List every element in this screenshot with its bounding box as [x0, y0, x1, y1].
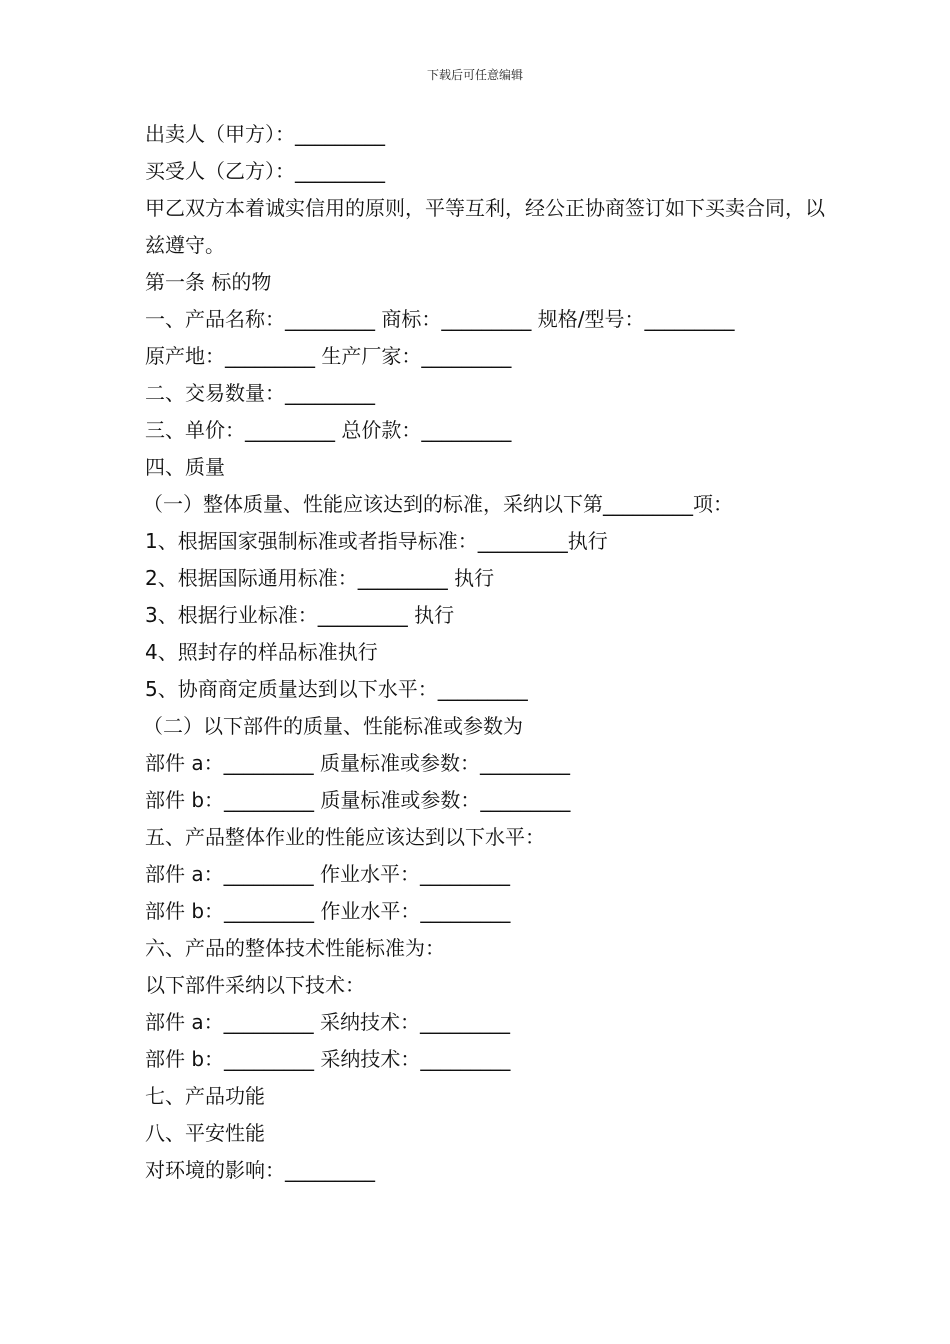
part-a-quality-line: 部件 a：_________ 质量标准或参数：_________ — [145, 751, 570, 775]
page-header-note: 下载后可任意编辑 — [426, 68, 523, 82]
preamble-paragraph: 甲乙双方本着诚实信用的原则，平等互利，经公正协商签订如下买卖合同，以兹遵守。 — [145, 196, 825, 257]
quality-heading: 四、质量 — [145, 455, 225, 479]
part-a-performance-line: 部件 a：_________ 作业水平：_________ — [145, 862, 510, 886]
product-name-line: 一、产品名称：_________ 商标：_________ 规格/型号：_________ — [145, 307, 735, 331]
technical-heading: 六、产品的整体技术性能标准为： — [145, 936, 445, 960]
environment-line: 对环境的影响：_________ — [145, 1158, 375, 1182]
part-a-technology-line: 部件 a：_________ 采纳技术：_________ — [145, 1010, 510, 1034]
technical-intro-line: 以下部件采纳以下技术： — [145, 973, 365, 997]
origin-line: 原产地：_________ 生产厂家：_________ — [145, 344, 512, 368]
seller-line: 出卖人（甲方）：_________ — [145, 122, 385, 146]
contract-body — [145, 116, 825, 1189]
parts-quality-clause: （二）以下部件的质量、性能标准或参数为 — [143, 714, 523, 738]
part-b-performance-line: 部件 b：_________ 作业水平：_________ — [145, 899, 511, 923]
part-b-technology-line: 部件 b：_________ 采纳技术：_________ — [145, 1047, 511, 1071]
function-heading: 七、产品功能 — [145, 1084, 265, 1108]
safety-heading: 八、平安性能 — [145, 1121, 265, 1145]
article-one-heading: 第一条 标的物 — [145, 270, 272, 294]
quality-option-2: 2、根据国际通用标准：_________ 执行 — [145, 566, 495, 590]
quantity-line: 二、交易数量：_________ — [145, 381, 375, 405]
quality-option-5: 5、协商商定质量达到以下水平：_________ — [145, 677, 528, 701]
part-b-quality-line: 部件 b：_________ 质量标准或参数：_________ — [145, 788, 571, 812]
buyer-line: 买受人（乙方）：_________ — [145, 159, 385, 183]
quality-standard-clause: （一）整体质量、性能应该达到的标准，采纳以下第_________项： — [143, 492, 733, 516]
quality-option-3: 3、根据行业标准：_________ 执行 — [145, 603, 455, 627]
quality-option-4: 4、照封存的样品标准执行 — [145, 640, 378, 664]
quality-option-1: 1、根据国家强制标准或者指导标准：_________执行 — [145, 529, 608, 553]
price-line: 三、单价：_________ 总价款：_________ — [145, 418, 512, 442]
performance-heading: 五、产品整体作业的性能应该达到以下水平： — [145, 825, 545, 849]
